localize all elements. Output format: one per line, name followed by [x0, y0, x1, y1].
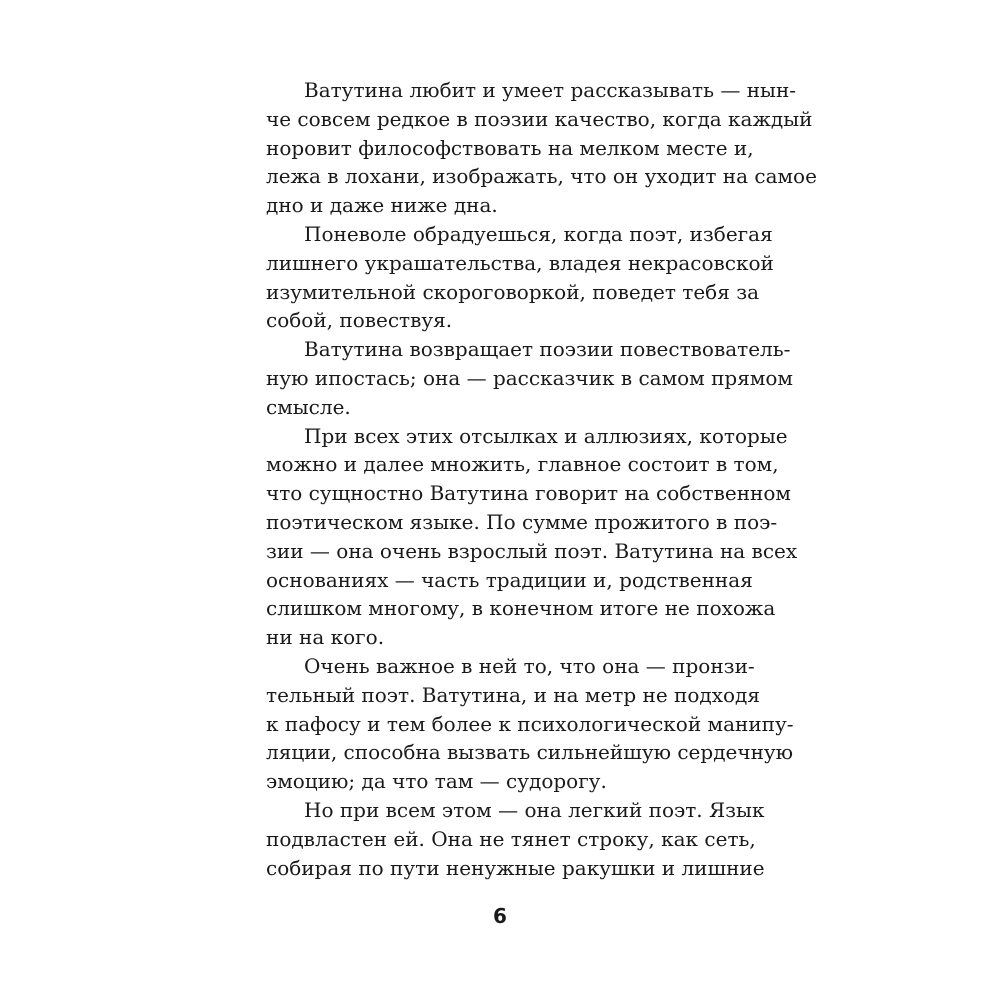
text-line: можно и далее множить, главное состоит в том, — [266, 452, 779, 477]
text-line: Но при всем этом — она легкий поэт. Язык — [304, 797, 765, 822]
text-line: слишком многому, в конечном итоге не похожа — [266, 596, 776, 621]
text-line: зии — она очень взрослый поэт. Ватутина на всех — [266, 538, 798, 563]
text-line: что сущностно Ватутина говорит на собственном — [266, 481, 791, 506]
text-line: поэтическом языке. По сумме прожитого в поэ- — [266, 509, 778, 534]
text-line: че совсем редкое в поэзии качество, когда каждый — [266, 106, 813, 131]
text-line: изумительной скороговоркой, поведет тебя за — [266, 279, 760, 304]
paragraph — [266, 796, 765, 882]
paragraph — [266, 652, 794, 796]
text-line: основаниях — часть традиции и, родственная — [266, 567, 753, 592]
paragraph — [266, 335, 793, 421]
paragraph — [266, 76, 817, 220]
text-line: При всех этих отсылках и аллюзиях, которые — [304, 423, 788, 448]
text-line: Ватутина возвращает поэзии повествователь- — [304, 337, 791, 362]
page-number: 6 — [493, 904, 507, 928]
text-line: Ватутина любит и умеет рассказывать — нын- — [304, 78, 797, 102]
text-line: подвластен ей. Она не тянет строку, как сеть, — [266, 826, 756, 851]
text-line: к пафосу и тем более к психологической манипу- — [266, 711, 794, 736]
text-line: норовит философствовать на мелком месте и, — [266, 135, 754, 160]
body-text — [266, 76, 817, 882]
paragraph — [266, 422, 798, 652]
text-line: смысле. — [266, 394, 351, 419]
text-line: ляции, способна вызвать сильнейшую сердечную — [266, 740, 794, 765]
paragraph — [266, 220, 774, 335]
text-line: лежа в лохани, изображать, что он уходит на самое — [266, 164, 817, 189]
text-line: тельный поэт. Ватутина, и на метр не подходя — [266, 682, 760, 707]
text-line: ни на кого. — [266, 625, 385, 650]
text-line: Поневоле обрадуешься, когда поэт, избегая — [304, 221, 773, 246]
text-line: лишнего украшательства, владея некрасовской — [266, 250, 774, 275]
text-line: эмоцию; да что там — судорогу. — [266, 769, 607, 794]
text-line: собой, повествуя. — [266, 308, 453, 333]
text-line: дно и даже ниже дна. — [266, 193, 498, 218]
text-line: Очень важное в ней то, что она — пронзи- — [304, 653, 755, 678]
text-line: собирая по пути ненужные ракушки и лишние — [266, 855, 765, 880]
text-line: ную ипостась; она — рассказчик в самом прямом — [266, 365, 793, 390]
